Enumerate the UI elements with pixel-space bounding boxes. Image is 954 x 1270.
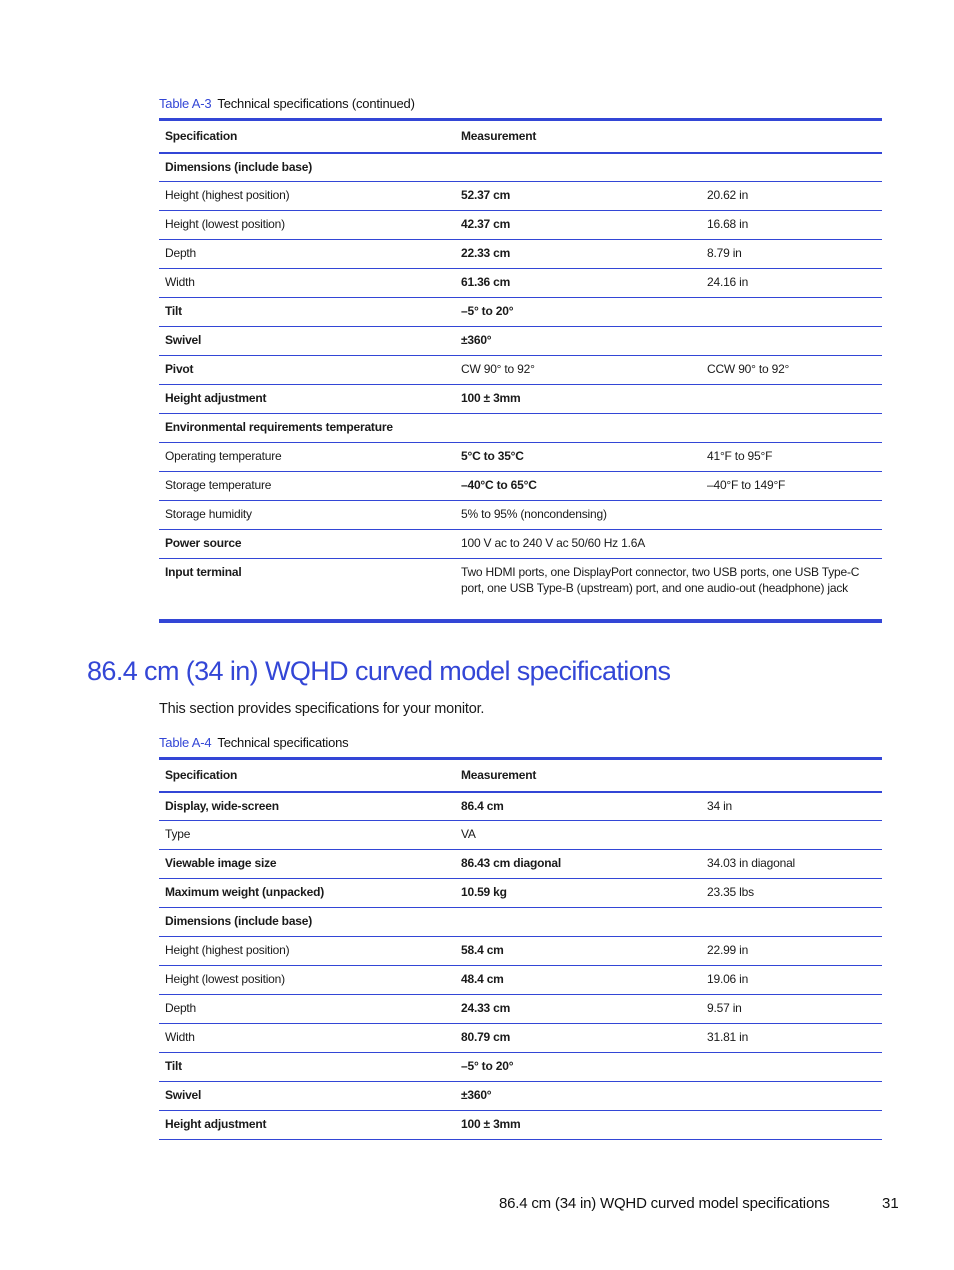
- spec-cell: Height adjustment: [159, 385, 455, 414]
- page-number: 31: [882, 1195, 899, 1212]
- measurement-metric-cell: 24.33 cm: [455, 995, 701, 1024]
- table-a3-number: Table A-3: [159, 96, 212, 111]
- spec-cell: Power source: [159, 530, 455, 559]
- measurement-metric-cell: CW 90° to 92°: [455, 356, 701, 385]
- table-row: [159, 530, 882, 559]
- table-row: [159, 327, 882, 356]
- measurement-imperial-cell: [701, 908, 882, 937]
- measurement-metric-cell: Two HDMI ports, one DisplayPort connector, two USB ports, one USB Type-C port, one USB Type-B (upstream) port, and one audio-out (headphone) jack: [455, 559, 882, 621]
- measurement-metric-cell: 86.43 cm diagonal: [455, 850, 701, 879]
- table-row: [159, 472, 882, 501]
- table-row: [159, 1082, 882, 1111]
- spec-cell: Storage humidity: [159, 501, 455, 530]
- spec-cell: Width: [159, 1024, 455, 1053]
- measurement-imperial-cell: [701, 385, 882, 414]
- measurement-metric-cell: –40°C to 65°C: [455, 472, 701, 501]
- table-row: [159, 240, 882, 269]
- header-measurement: Measurement: [455, 120, 701, 153]
- measurement-metric-cell: 52.37 cm: [455, 182, 701, 211]
- measurement-metric-cell: 42.37 cm: [455, 211, 701, 240]
- measurement-metric-cell: 22.33 cm: [455, 240, 701, 269]
- header-measurement: Measurement: [455, 759, 701, 792]
- table-row: [159, 1053, 882, 1082]
- measurement-metric-cell: VA: [455, 821, 701, 850]
- table-row: [159, 385, 882, 414]
- spec-cell: Dimensions (include base): [159, 153, 455, 182]
- measurement-imperial-cell: 23.35 lbs: [701, 879, 882, 908]
- table-row: [159, 850, 882, 879]
- table-row: [159, 501, 882, 530]
- measurement-imperial-cell: 16.68 in: [701, 211, 882, 240]
- table-a3-title: Technical specifications (continued): [217, 96, 415, 111]
- measurement-imperial-cell: 41°F to 95°F: [701, 443, 882, 472]
- measurement-imperial-cell: [701, 414, 882, 443]
- measurement-imperial-cell: CCW 90° to 92°: [701, 356, 882, 385]
- spec-cell: Height (highest position): [159, 182, 455, 211]
- measurement-imperial-cell: 34 in: [701, 792, 882, 821]
- measurement-imperial-cell: 20.62 in: [701, 182, 882, 211]
- spec-cell: Input terminal: [159, 559, 455, 621]
- table-row: [159, 414, 882, 443]
- header-measurement-alt: [701, 120, 882, 153]
- table-a3-caption: [159, 96, 415, 111]
- measurement-metric-cell: [455, 414, 701, 443]
- measurement-metric-cell: [455, 908, 701, 937]
- spec-cell: Tilt: [159, 298, 455, 327]
- spec-cell: Width: [159, 269, 455, 298]
- spec-cell: Pivot: [159, 356, 455, 385]
- measurement-metric-cell: [455, 153, 701, 182]
- spec-cell: Depth: [159, 995, 455, 1024]
- measurement-imperial-cell: [701, 298, 882, 327]
- spec-cell: Height (lowest position): [159, 211, 455, 240]
- measurement-imperial-cell: [701, 821, 882, 850]
- spec-cell: Height adjustment: [159, 1111, 455, 1140]
- spec-cell: Swivel: [159, 327, 455, 356]
- measurement-imperial-cell: [701, 1082, 882, 1111]
- measurement-imperial-cell: 34.03 in diagonal: [701, 850, 882, 879]
- measurement-metric-cell: ±360°: [455, 1082, 701, 1111]
- spec-cell: Viewable image size: [159, 850, 455, 879]
- measurement-metric-cell: 80.79 cm: [455, 1024, 701, 1053]
- measurement-metric-cell: –5° to 20°: [455, 1053, 701, 1082]
- measurement-metric-cell: 86.4 cm: [455, 792, 701, 821]
- table-row: [159, 1024, 882, 1053]
- measurement-metric-cell: 5°C to 35°C: [455, 443, 701, 472]
- table-a4-number: Table A-4: [159, 735, 212, 750]
- spec-cell: Maximum weight (unpacked): [159, 879, 455, 908]
- measurement-imperial-cell: [701, 1053, 882, 1082]
- spec-cell: Height (highest position): [159, 937, 455, 966]
- measurement-metric-cell: –5° to 20°: [455, 298, 701, 327]
- measurement-metric-cell: 100 ± 3mm: [455, 385, 701, 414]
- measurement-imperial-cell: 24.16 in: [701, 269, 882, 298]
- header-specification: Specification: [159, 759, 455, 792]
- measurement-metric-cell: 100 ± 3mm: [455, 1111, 701, 1140]
- table-row: [159, 1111, 882, 1140]
- spec-cell: Tilt: [159, 1053, 455, 1082]
- measurement-imperial-cell: [701, 153, 882, 182]
- table-row: [159, 966, 882, 995]
- table-row: [159, 821, 882, 850]
- table-row: [159, 995, 882, 1024]
- spec-cell: Depth: [159, 240, 455, 269]
- table-row: [159, 792, 882, 821]
- measurement-imperial-cell: 22.99 in: [701, 937, 882, 966]
- spec-cell: Swivel: [159, 1082, 455, 1111]
- header-measurement-alt: [701, 759, 882, 792]
- table-a4: [159, 757, 882, 1140]
- measurement-metric-cell: 48.4 cm: [455, 966, 701, 995]
- table-row: [159, 153, 882, 182]
- measurement-metric-cell: 58.4 cm: [455, 937, 701, 966]
- header-specification: Specification: [159, 120, 455, 153]
- measurement-imperial-cell: 19.06 in: [701, 966, 882, 995]
- table-a3: [159, 118, 882, 623]
- table-a4-caption: [159, 735, 348, 750]
- measurement-metric-cell: ±360°: [455, 327, 701, 356]
- table-row: [159, 356, 882, 385]
- footer-section-title: 86.4 cm (34 in) WQHD curved model specifications: [499, 1195, 830, 1212]
- table-row: [159, 182, 882, 211]
- table-row: [159, 908, 882, 937]
- measurement-metric-cell: 10.59 kg: [455, 879, 701, 908]
- table-header-row: [159, 120, 882, 153]
- measurement-imperial-cell: 31.81 in: [701, 1024, 882, 1053]
- table-row: [159, 269, 882, 298]
- measurement-imperial-cell: [701, 1111, 882, 1140]
- measurement-imperial-cell: 8.79 in: [701, 240, 882, 269]
- spec-cell: Type: [159, 821, 455, 850]
- measurement-imperial-cell: [701, 327, 882, 356]
- measurement-metric-cell: 5% to 95% (noncondensing): [455, 501, 882, 530]
- spec-cell: Environmental requirements temperature: [159, 414, 455, 443]
- table-a4-title: Technical specifications: [217, 735, 349, 750]
- section-intro: This section provides specifications for your monitor.: [159, 701, 485, 717]
- measurement-metric-cell: 100 V ac to 240 V ac 50/60 Hz 1.6A: [455, 530, 882, 559]
- spec-cell: Operating temperature: [159, 443, 455, 472]
- spec-cell: Storage temperature: [159, 472, 455, 501]
- table-row: [159, 559, 882, 621]
- measurement-metric-cell: 61.36 cm: [455, 269, 701, 298]
- table-row: [159, 298, 882, 327]
- measurement-imperial-cell: –40°F to 149°F: [701, 472, 882, 501]
- table-header-row: [159, 759, 882, 792]
- table-row: [159, 211, 882, 240]
- measurement-imperial-cell: 9.57 in: [701, 995, 882, 1024]
- spec-cell: Display, wide-screen: [159, 792, 455, 821]
- table-row: [159, 879, 882, 908]
- table-row: [159, 443, 882, 472]
- spec-cell: Dimensions (include base): [159, 908, 455, 937]
- section-title: 86.4 cm (34 in) WQHD curved model specifications: [87, 656, 671, 686]
- table-row: [159, 937, 882, 966]
- spec-cell: Height (lowest position): [159, 966, 455, 995]
